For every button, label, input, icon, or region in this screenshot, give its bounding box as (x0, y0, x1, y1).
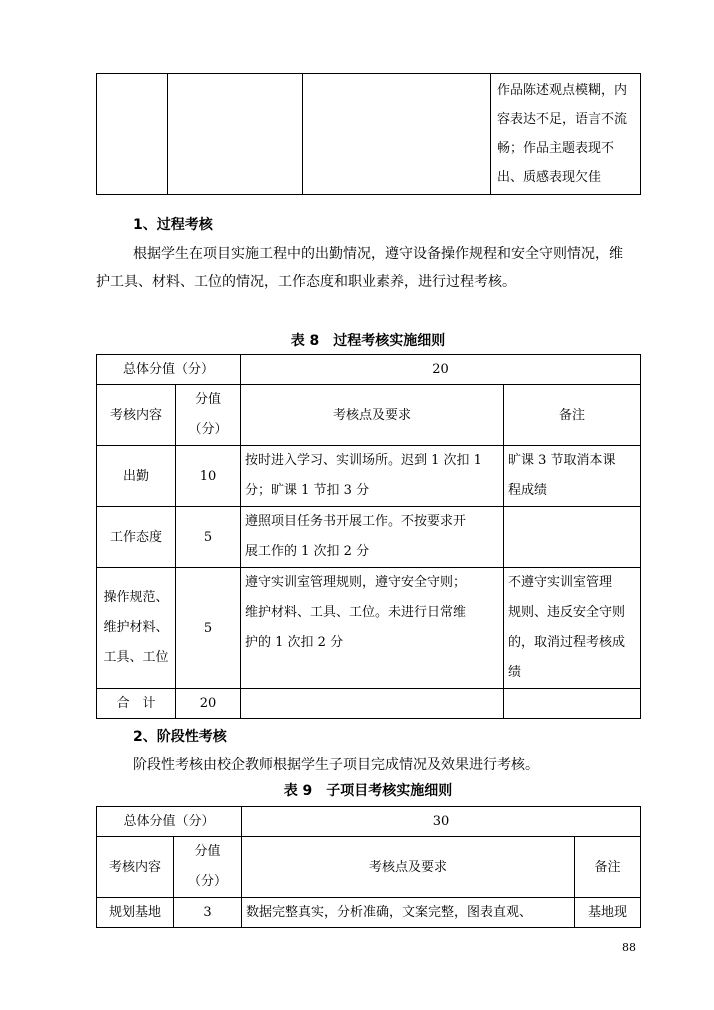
top-table-cell-3 (303, 74, 491, 195)
section1-paragraph-line1: 根据学生在项目实施工程中的出勤情况，遵守设备操作规程和安全守则情况，维 (133, 246, 623, 262)
table9-header-remarks: 备注 (575, 837, 641, 898)
table-cell (504, 689, 641, 719)
top-table-line-3: 畅；作品主题表现不 (497, 141, 615, 156)
table-cell: 遵守实训室管理规则，遵守安全守则； 维护材料、工具、工位。未进行日常维 护的 1 次扣 2 分 (241, 568, 504, 689)
section1-paragraph-line2: 护工具、材料、工位的情况，工作态度和职业素养，进行过程考核。 (96, 274, 516, 290)
top-table-line-2: 容表达不足，语言不流 (497, 112, 628, 127)
table-cell: 数据完整真实，分析准确，文案完整，图表直观、 (242, 898, 575, 928)
table9-total-label: 总体分值（分） (97, 807, 242, 837)
table-cell: 遵照项目任务书开展工作。不按要求开 展工作的 1 次扣 2 分 (241, 507, 504, 568)
page-number: 88 (622, 941, 636, 954)
table-cell: 操作规范、 维护材料、 工具、工位 (97, 568, 176, 689)
table-cell: 按时进入学习、实训场所。迟到 1 次扣 1 分；旷课 1 节扣 3 分 (241, 446, 504, 507)
table-cell: 基地现 (575, 898, 641, 928)
table8-header-content: 考核内容 (97, 385, 176, 446)
table-cell: 3 (174, 898, 242, 928)
table8 (96, 354, 641, 719)
top-table-cell-4 (491, 74, 641, 195)
top-table-cell-2 (168, 74, 303, 195)
section2-paragraph: 阶段性考核由校企教师根据学生子项目完成情况及效果进行考核。 (133, 757, 539, 773)
table8-caption: 表 8 过程考核实施细则 (290, 333, 446, 349)
table-cell: 不遵守实训室管理 规则、违反安全守则 的，取消过程考核成 绩 (504, 568, 641, 689)
section1-heading: 1、过程考核 (133, 217, 213, 233)
table8-total-value: 20 (241, 355, 641, 385)
table-cell: 10 (176, 446, 241, 507)
section2-heading: 2、阶段性考核 (133, 729, 227, 745)
table8-header-points: 考核点及要求 (241, 385, 504, 446)
table9-header-points: 考核点及要求 (242, 837, 575, 898)
table-cell: 规划基地 (97, 898, 174, 928)
table9-header-content: 考核内容 (97, 837, 174, 898)
table8-sum-value: 20 (176, 689, 241, 719)
table8-header-remarks: 备注 (504, 385, 641, 446)
top-table-line-4: 出、质感表现欠佳 (497, 170, 602, 185)
top-table-line-1: 作品陈述观点模糊，内 (497, 83, 628, 98)
table-cell (504, 507, 641, 568)
table9-total-value: 30 (242, 807, 641, 837)
table9-caption: 表 9 子项目考核实施细则 (283, 783, 453, 799)
table9 (96, 806, 641, 928)
table-cell (241, 689, 504, 719)
table8-header-score: 分值 （分） (176, 385, 241, 446)
top-table (96, 73, 641, 195)
top-table-cell-1 (97, 74, 168, 195)
table-cell: 出勤 (97, 446, 176, 507)
table8-total-label: 总体分值（分） (97, 355, 241, 385)
table9-header-score: 分值 （分） (174, 837, 242, 898)
table-cell: 工作态度 (97, 507, 176, 568)
table-cell: 5 (176, 507, 241, 568)
table-cell: 5 (176, 568, 241, 689)
table-cell: 旷课 3 节取消本课 程成绩 (504, 446, 641, 507)
table8-sum-label: 合 计 (97, 689, 176, 719)
